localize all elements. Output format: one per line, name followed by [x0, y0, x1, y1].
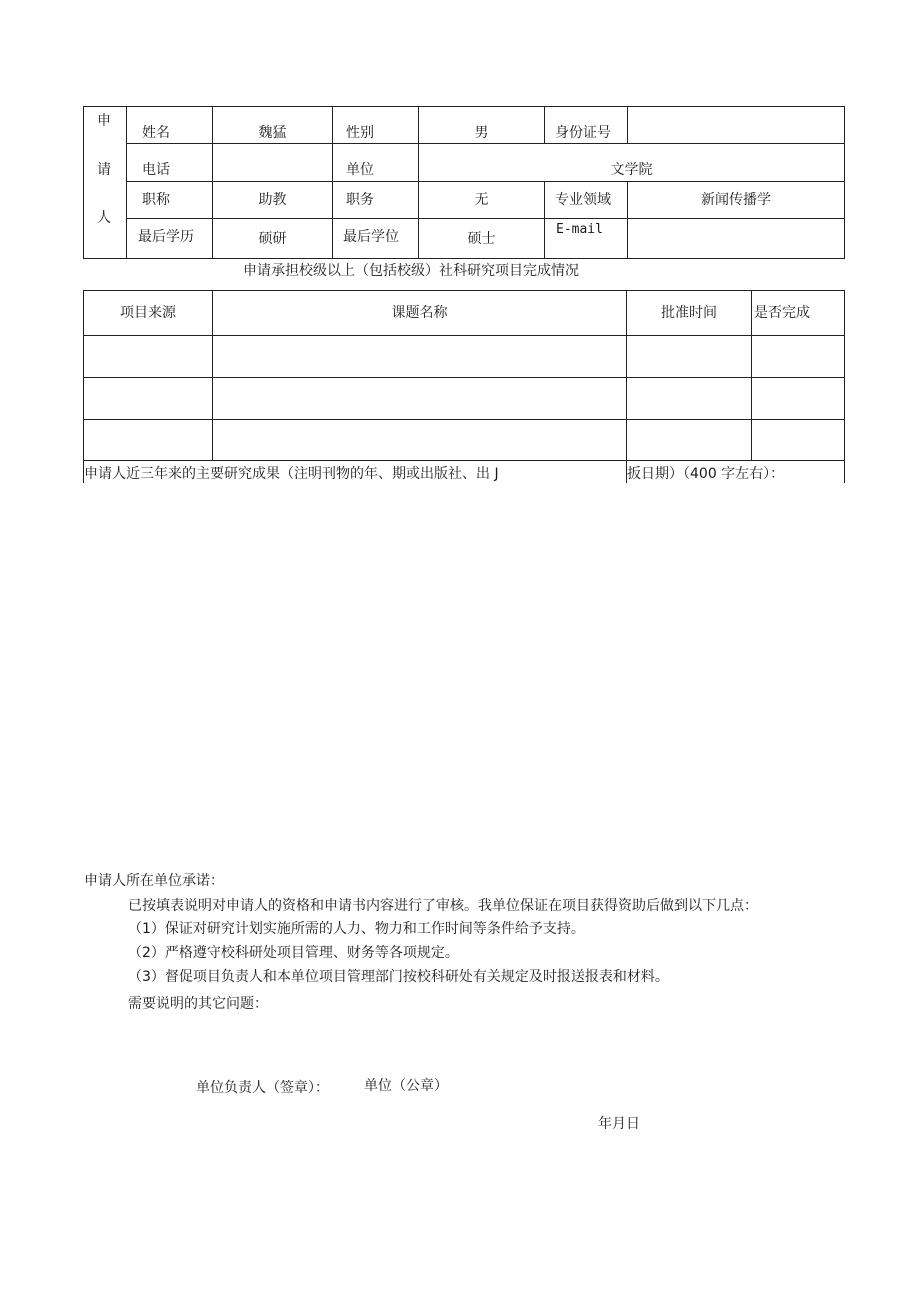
applicant-side-char: 申 [97, 113, 111, 129]
position-label: 职务 [346, 192, 374, 208]
gender-label: 性别 [346, 125, 374, 141]
gender-value: 男 [474, 125, 489, 141]
title-value: 助教 [258, 192, 287, 208]
header-topic-name: 课题名称 [391, 305, 448, 321]
achievements-prompt-left: 申请人近三年来的主要研究成果（注明刊物的年、期或出版社、出 J [84, 466, 499, 482]
name-label: 姓名 [142, 125, 170, 141]
header-completed: 是否完成 [754, 305, 810, 321]
degree-value: 硕士 [467, 231, 496, 247]
unit-label: 单位 [346, 162, 374, 178]
header-approval-time: 批准时间 [661, 305, 717, 321]
phone-label: 电话 [142, 162, 170, 178]
date-label: 年月日 [598, 1116, 640, 1132]
education-value: 硕研 [258, 231, 287, 247]
email-label: E-mail [556, 222, 603, 237]
commitment-item: （1）保证对研究计划实施所需的人力、物力和工作时间等条件给予支持。 [128, 921, 585, 937]
name-value: 魏猛 [258, 125, 287, 141]
commitment-heading: 申请人所在单位承诺： [84, 873, 224, 889]
unit-value: 文学院 [610, 162, 653, 178]
header-project-source: 项目来源 [120, 305, 176, 321]
projects-section-title: 申请承担校级以上（包括校级）社科研究项目完成情况 [243, 263, 579, 279]
title-label: 职称 [142, 192, 170, 208]
achievements-prompt-right: 扳日期）（400 字左右）： [627, 466, 785, 482]
applicant-side-char: 人 [97, 210, 111, 226]
degree-label: 最后学位 [343, 229, 399, 245]
commitment-item: （2）严格遵守校科研处项目管理、财务等各项规定。 [128, 945, 459, 961]
other-issues-label: 需要说明的其它问题： [128, 996, 268, 1012]
unit-leader-signature-label: 单位负责人（签章）： [196, 1080, 329, 1096]
id-number-label: 身份证号 [555, 125, 611, 141]
education-label: 最后学历 [138, 229, 194, 245]
unit-seal-label: 单位（公章） [364, 1078, 448, 1094]
applicant-side-char: 请 [97, 162, 111, 178]
commitment-item: （3）督促项目负责人和本单位项目管理部门按校科研处有关规定及时报送报表和材料。 [128, 969, 669, 985]
position-value: 无 [474, 192, 489, 208]
commitment-intro: 已按填表说明对申请人的资格和申请书内容进行了审核。我单位保证在项目获得资助后做到以下几点： [128, 898, 758, 914]
field-value: 新闻传播学 [701, 192, 771, 208]
field-label: 专业领域 [555, 192, 611, 208]
